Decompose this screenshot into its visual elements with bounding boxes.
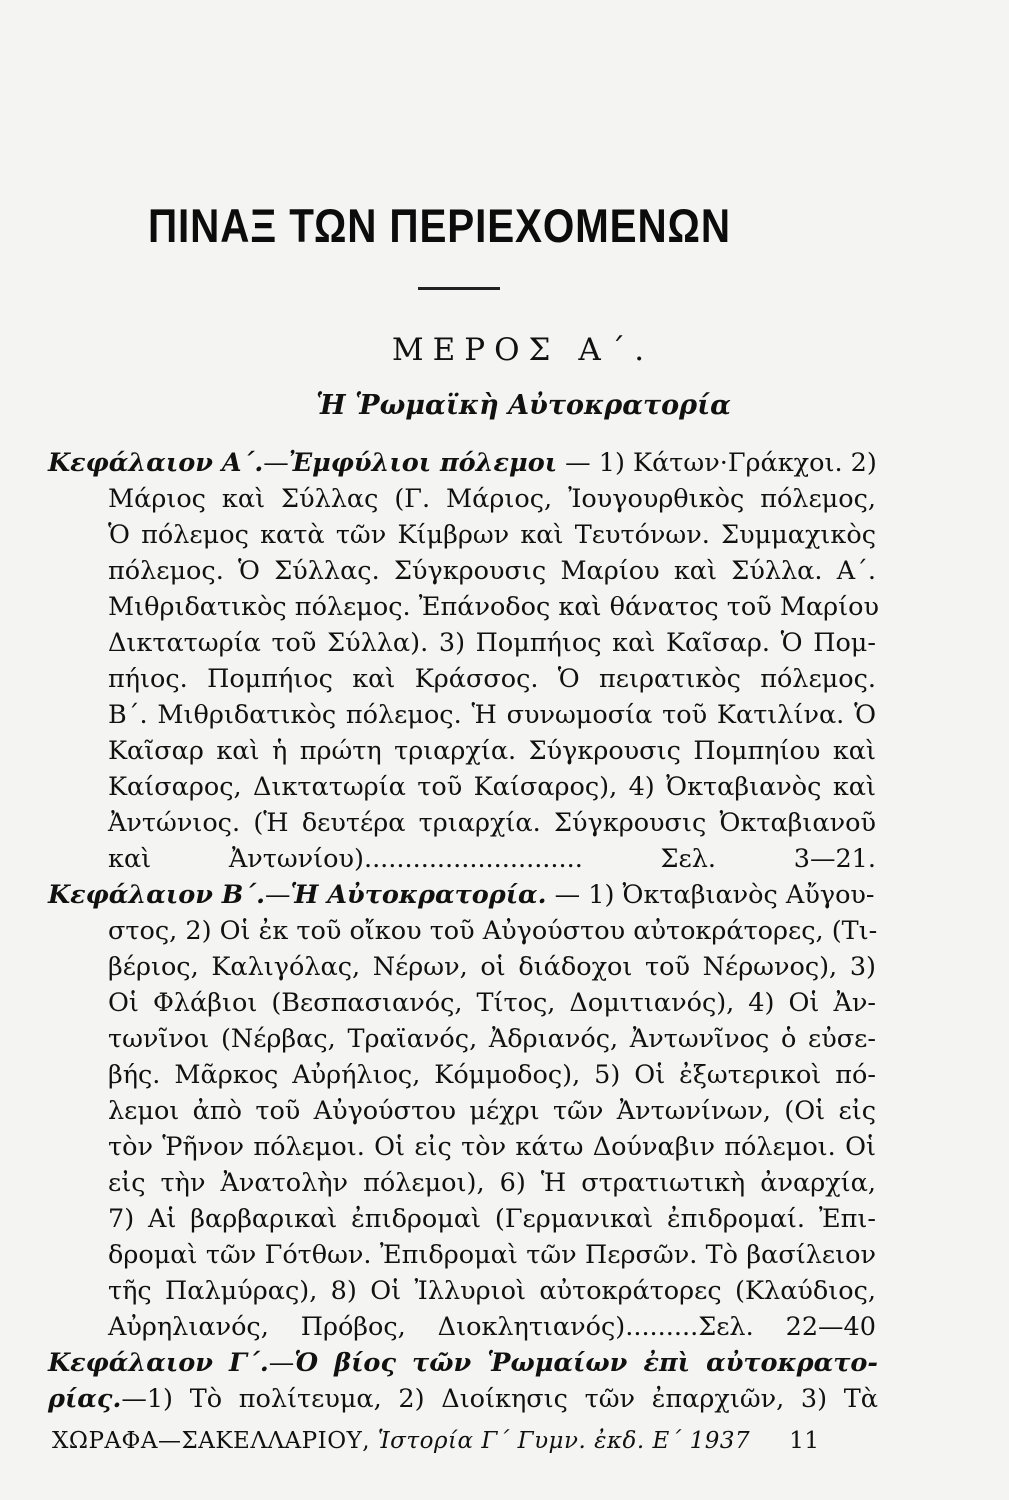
chapter-b-title: Ἡ Αὐτοκρατορία. <box>290 880 547 910</box>
chapter-c-line <box>48 1382 878 1416</box>
chapter-b-heading-line <box>48 878 878 912</box>
page-footer <box>52 1424 882 1458</box>
chapter-b-label: Κεφάλαιον Β΄. <box>48 880 265 910</box>
part-subtitle: Ἡ Ῥωμαϊκὴ Αὐτοκρατορία <box>316 390 731 421</box>
chapter-c-line-text: —1) Τὸ πολίτευμα, 2) Διοίκησις τῶν ἐπαρχιῶν, 3) Τὰ <box>121 1384 878 1414</box>
chapter-c-heading-line <box>48 1346 878 1380</box>
chapter-a-line: πόλεμος. Ὁ Σύλλας. Σύγκρουσις Μαρίου καὶ Σύλλα. Α΄. <box>108 556 876 586</box>
chapter-a-line: Μιθριδατικὸς πόλεμος. Ἐπάνοδος καὶ θάνατος τοῦ Μαρίου <box>108 592 880 622</box>
chapter-a-line: Β΄. Μιθριδατικὸς πόλεμος. Ἡ συνωμοσία τοῦ Κατιλίνα. Ὁ <box>108 700 876 730</box>
chapter-a-line: Μάριος καὶ Σύλλας (Γ. Μάριος, Ἰουγουρθικὸς πόλεμος, <box>108 484 876 514</box>
part-heading: ΜΕΡΟΣ Α΄. <box>391 332 654 368</box>
chapter-b-line: Αὐρηλιανός, Πρόβος, Διοκλητιανός).........Σελ. 22—40 <box>108 1312 876 1342</box>
chapter-a-line: Καίσαρος, Δικτατωρία τοῦ Καίσαρος), 4) Ὀκταβιανὸς καὶ <box>108 772 876 802</box>
chapter-a-title: Ἐμφύλιοι πόλεμοι <box>288 448 558 478</box>
chapter-c-title: Ὁ βίος τῶν Ῥωμαίων ἐπὶ αὐτοκρατο- <box>294 1348 878 1378</box>
chapter-a-line: Καῖσαρ καὶ ἡ πρώτη τριαρχία. Σύγκρουσις Πομπηίου καὶ <box>108 736 876 766</box>
chapter-c-title-cont: ρίας. <box>48 1384 122 1414</box>
title-rule <box>418 287 500 290</box>
chapter-a-line: Ὁ πόλεμος κατὰ τῶν Κίμβρων καὶ Τευτόνων. Συμμαχικὸς <box>108 520 876 550</box>
chapter-b-line: εἰς τὴν Ἀνατολὴν πόλεμοι), 6) Ἡ στρατιωτικὴ ἀναρχία, <box>108 1168 876 1198</box>
chapter-a-dash: — <box>263 448 289 478</box>
chapter-a-line: Δικτατωρία τοῦ Σύλλα). 3) Πομπήιος καὶ Καῖσαρ. Ὁ Πομ- <box>108 628 876 658</box>
footer-page-number: 11 <box>789 1428 820 1454</box>
footer-book: Ἱστορία Γ΄ Γυμν. ἐκδ. Ε΄ 1937 <box>377 1428 751 1454</box>
chapter-b-line: — 1) Ὀκταβιανὸς Αὔγου- <box>546 880 875 910</box>
chapter-b-line: λεμοι ἀπὸ τοῦ Αὐγούστου μέχρι τῶν Ἀντωνίνων, (Οἱ εἰς <box>108 1096 876 1126</box>
page-title: ΠΙΝΑΞ ΤΩΝ ΠΕΡΙΕΧΟΜΕΝΩΝ <box>148 199 731 252</box>
chapter-a-line: καὶ Ἀντωνίου)........................... Σελ. 3—21. <box>108 844 876 874</box>
chapter-b-line: τωνῖνοι (Νέρβας, Τραϊανός, Ἀδριανός, Ἀντωνῖνος ὁ εὐσε- <box>108 1024 876 1054</box>
chapter-c-label: Κεφάλαιον Γ΄. <box>48 1348 269 1378</box>
chapter-b-line: βέριος, Καλιγόλας, Νέρων, οἱ διάδοχοι τοῦ Νέρωνος), 3) <box>108 952 876 982</box>
chapter-b-line: Οἱ Φλάβιοι (Βεσπασιανός, Τίτος, Δομιτιανός), 4) Οἱ Ἀν- <box>108 988 876 1018</box>
chapter-a-heading-line <box>48 446 878 480</box>
chapter-b-line: 7) Αἱ βαρβαρικαὶ ἐπιδρομαὶ (Γερμανικαὶ ἐπιδρομαί. Ἐπι- <box>108 1204 876 1234</box>
footer-authors: ΧΩΡΑΦΑ—ΣΑΚΕΛΛΑΡΙΟΥ, <box>52 1428 371 1454</box>
chapter-c-dash: — <box>268 1348 295 1378</box>
chapter-b-line: τὸν Ῥῆνον πόλεμοι. Οἱ εἰς τὸν κάτω Δούναβιν πόλεμοι. Οἱ <box>108 1132 876 1162</box>
chapter-b-line: δρομαὶ τῶν Γότθων. Ἐπιδρομαὶ τῶν Περσῶν. Τὸ βασίλειον <box>108 1240 876 1270</box>
chapter-a-line: — 1) Κάτων·Γράκχοι. 2) <box>557 448 877 478</box>
chapter-b-dash: — <box>264 880 291 910</box>
chapter-b-line: τῆς Παλμύρας), 8) Οἱ Ἰλλυριοὶ αὐτοκράτορες (Κλαύδιος, <box>108 1276 876 1306</box>
chapter-b-line: στος, 2) Οἱ ἐκ τοῦ οἴκου τοῦ Αὐγούστου αὐτοκράτορες, (Τι- <box>108 916 878 946</box>
chapter-a-label: Κεφάλαιον Α΄. <box>48 448 264 478</box>
chapter-a-line: πήιος. Πομπήιος καὶ Κράσσος. Ὁ πειρατικὸς πόλεμος. <box>108 664 876 694</box>
chapter-a-line: Ἀντώνιος. (Ἡ δευτέρα τριαρχία. Σύγκρουσις Ὀκταβιανοῦ <box>108 808 876 838</box>
chapter-b-line: βής. Μᾶρκος Αὐρήλιος, Κόμμοδος), 5) Οἱ ἐξωτερικοὶ πό- <box>108 1060 876 1090</box>
